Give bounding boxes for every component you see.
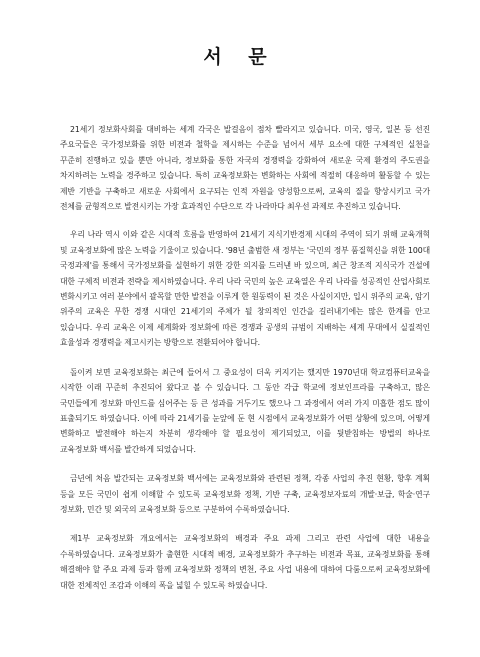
paragraph-3: 돌이켜 보면 교육정보화는 최근에 들어서 그 중요성이 더욱 커지기는 했지만 1970년대 학교컴퓨터교육을 시작한 이래 꾸준히 추진되어 왔다고 볼 수 있습니다. 그 동안 각급 학교에 정보인프라를 구축하고, 많은 국민들에게 정보화 마인드를 심어주는 등 큰 성과를 거두기도 했으나 그 과정에서 여러 가지 미흡한 점도 많이 표출되기도 하였습니다. 이에 따라 21세기를 눈앞에 둔 현 시점에서 교육정보화가 어떤 상황에 있으며, 어떻게 변화하고 발전해야 하는지 차분히 생각해야 할 필요성이 제기되었고, 이를 뒷받침하는 방법의 하나로 교육정보화 백서를 발간하게 되었습니다. — [60, 367, 430, 454]
document-body — [60, 122, 430, 606]
paragraph-1: 21세기 정보화사회를 대비하는 세계 각국은 발걸음이 점차 빨라지고 있습니다. 미국, 영국, 일본 등 선진 주요국들은 국가정보화를 위한 비전과 철학을 제시하는 수준을 넘어서 세부 요소에 대한 구체적인 실천을 꾸준히 진행하고 있을 뿐만 아니라, 정보화를 통한 자국의 경쟁력을 강화하여 새로운 국제 환경의 주도권을 차지하려는 노력을 경주하고 있습니다. 특히 교육정보화는 변화하는 사회에 적절히 대응하며 활동할 수 있는 제반 기반을 구축하고 새로운 사회에서 요구되는 인적 자원을 양성함으로써, 교육의 질을 향상시키고 국가 전체를 균형적으로 발전시키는 가장 효과적인 수단으로 각 나라마다 최우선 과제로 추진하고 있습니다. — [60, 125, 430, 212]
paragraph-2: 우리 나라 역시 이와 같은 시대적 흐름을 반영하여 21세기 지식기반경제 시대의 주역이 되기 위해 교육개혁 및 교육정보화에 많은 노력을 기울이고 있습니다. '98년 출범한 새 정부는 '국민의 정부 품질혁신을 위한 100대 국정과제'를 통해서 국가정보화를 실현하기 위한 강한 의지를 드러낸 바 있으며, 최근 창조적 지식국가 건설에 대한 구체적 비전과 전략을 제시하였습니다. 우리 나라 국민의 높은 교육열은 우리 나라를 성공적인 산업사회로 변화시키고 여러 분야에서 괄목할 만한 발전을 이루게 한 원동력이 된 것은 사실이지만, 입시 위주의 교육, 암기 위주의 교육은 무한 경쟁 시대인 21세기의 주체가 될 창의적인 인간을 길러내기에는 많은 한계를 안고 있습니다. 우리 교육은 이제 세계화와 정보화에 따른 경쟁과 공생의 규범이 지배하는 세계 무대에서 실질적인 효율성과 경쟁력을 제고시키는 방향으로 전환되어야 합니다. — [60, 230, 430, 348]
paragraph-4: 금년에 처음 발간되는 교육정보화 백서에는 교육정보화와 관련된 정책, 각종 사업의 추진 현황, 향후 계획 등을 모든 국민이 쉽게 이해할 수 있도록 교육정보화 정책, 기반 구축, 교육정보자료의 개발·보급, 학술·연구 정보화, 민간 및 외국의 교육정보화 등으로 구분하여 수록하였습니다. — [60, 474, 430, 514]
document-title: 서 문 — [203, 46, 277, 68]
paragraph-5: 제1부 교육정보화 개요에서는 교육정보화의 배경과 주요 과제 그리고 관련 사업에 대한 내용을 수록하였습니다. 교육정보화가 출현한 시대적 배경, 교육정보화가 추구하는 비전과 목표, 교육정보화를 통해 해결해야 할 주요 과제 등과 함께 교육정보화 정책의 변천, 주요 사업 내용에 대하여 다룸으로써 교육정보화에 대한 전체적인 조감과 이해의 폭을 넓힐 수 있도록 하였습니다. — [60, 534, 430, 590]
